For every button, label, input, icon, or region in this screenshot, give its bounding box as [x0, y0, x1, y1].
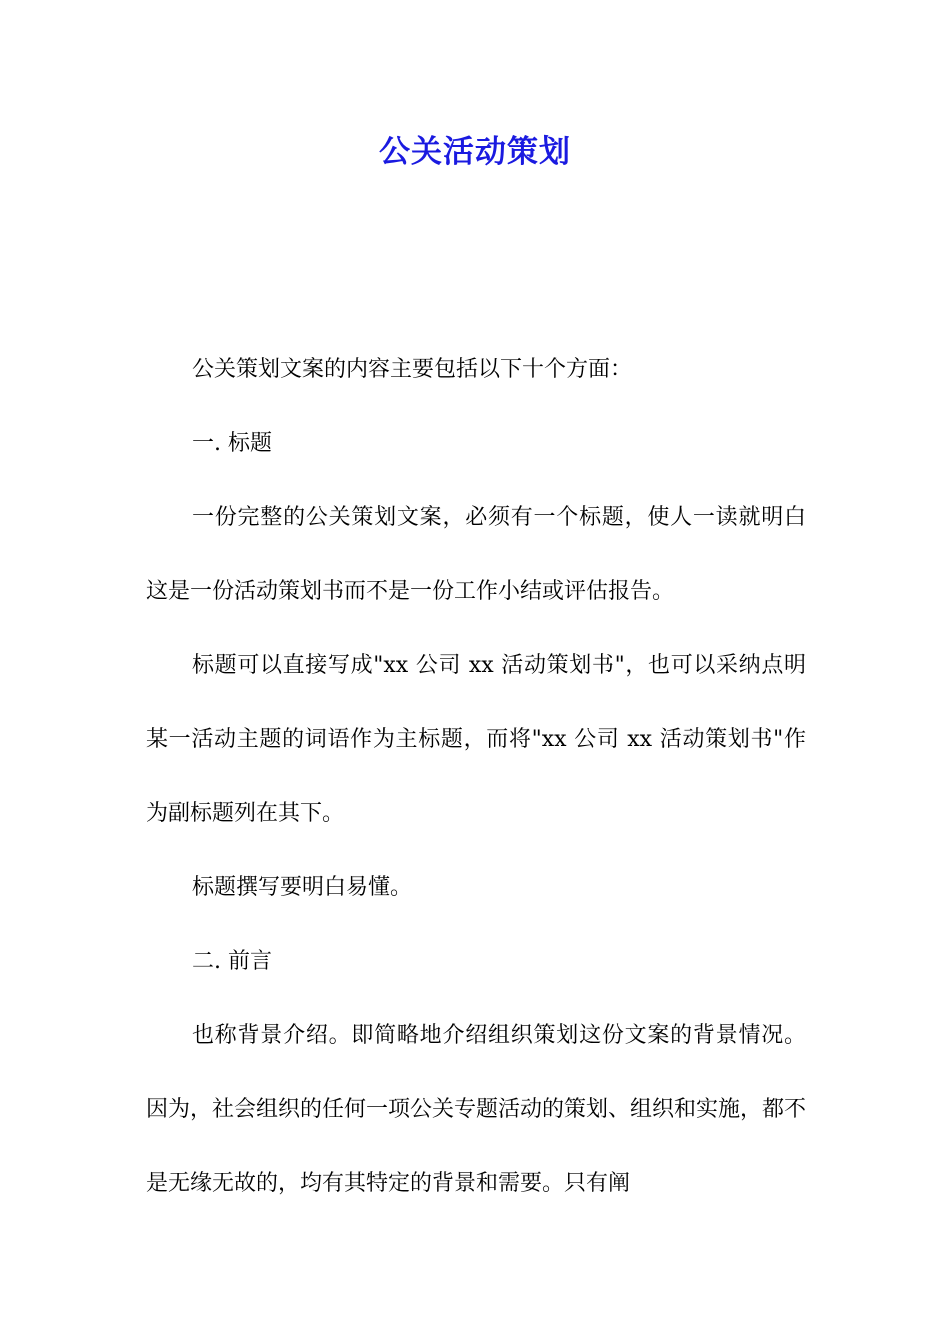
paragraph-intro: 公关策划文案的内容主要包括以下十个方面： [192, 357, 633, 382]
paragraph-preface-background: 也称背景介绍。即简略地介绍组织策划这份文案的背景情况。因为，社会组织的任何一项公关专题活动的策划、组织和实施，都不是无缘无故的，均有其特定的背景和需要。只有阐 [146, 1023, 807, 1196]
paragraph-title-format: 标题可以直接写成"xx 公司 xx 活动策划书"，也可以采纳点明某一活动主题的词语作为主标题，而将"xx 公司 xx 活动策划书"作为副标题列在其下。 [146, 653, 806, 826]
section-heading-title: 一. 标题 [192, 431, 272, 456]
section-heading-preface: 二. 前言 [192, 949, 272, 974]
document-title: 公关活动策划 [379, 134, 571, 170]
document-body [146, 333, 806, 1221]
paragraph-title-clarity: 标题撰写要明白易懂。 [192, 875, 413, 900]
paragraph-title-purpose: 一份完整的公关策划文案，必须有一个标题，使人一读就明白这是一份活动策划书而不是一份工作小结或评估报告。 [146, 505, 806, 604]
